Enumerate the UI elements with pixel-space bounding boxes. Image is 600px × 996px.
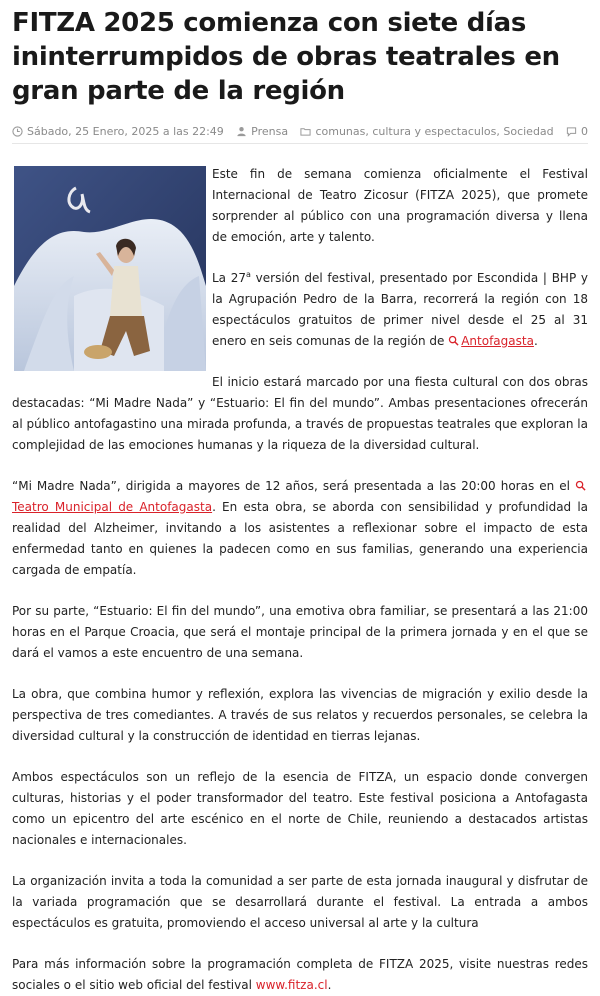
meta-author[interactable] (236, 125, 288, 138)
paragraph-9 (12, 954, 588, 996)
ordinal-sup: a (246, 270, 251, 279)
search-icon (448, 335, 459, 346)
fitza-website-link[interactable]: www.fitza.cl (255, 978, 328, 992)
meta-date (12, 125, 224, 138)
paragraph-1: Este fin de semana comienza oficialmente el Festival Internacional de Teatro Zicosur (FITZA 2025), que promete sorprender al público con una programación diversa y llena de emoción, arte y talento. (212, 167, 588, 244)
paragraph-5: Por su parte, “Estuario: El fin del mundo”, una emotiva obra familiar, se presentará a las 21:00 horas en el Parque Croacia, que será el montaje principal de la primera jornada y en el que se dará el vamos a este encuentro de una semana. (12, 604, 588, 660)
meta-categories[interactable] (300, 125, 553, 138)
paragraph-2-start: La 27 (212, 271, 247, 285)
paragraph-4-end: . En esta obra, se aborda con sensibilidad y profundidad la realidad del Alzheimer, invitando a los asistentes a reflexionar sobre el impacto de esta enfermedad tanto en quienes la padecen como en sus familias, generando una experiencia cargada de empatía. (12, 500, 589, 577)
paragraph-9-start: Para más información sobre la programación completa de FITZA 2025, visite nuestras redes sociales o el sitio web oficial del festival (12, 957, 588, 992)
paragraph-4 (12, 476, 588, 581)
paragraph-2-middle: versión del festival, presentado por Escondida | BHP y la Agrupación Pedro de la Barra, recorrerá la región con 18 espectáculos gratuitos de primer nivel desde el 25 al 31 enero en seis comunas de la región de (212, 271, 589, 348)
paragraph-4-start: “Mi Madre Nada”, dirigida a mayores de 12 años, será presentada a las 20:00 horas en el (12, 479, 575, 493)
paragraph-6: La obra, que combina humor y reflexión, explora las vivencias de migración y exilio desde la perspectiva de tres comediantes. A través de sus relatos y recuerdos personales, se celebra la diversidad cultural y la construcción de identidad en tierras lejanas. (12, 687, 588, 743)
search-icon (575, 480, 586, 491)
paragraph-8: La organización invita a toda la comunidad a ser parte de esta jornada inaugural y disfrutar de la variada programación que se desarrollará durante el festival. La entrada a ambos espectáculos es gratuita, promoviendo el acceso universal al arte y la cultura (12, 874, 588, 930)
meta-author-text[interactable]: Prensa (251, 125, 289, 138)
user-icon (236, 126, 247, 137)
comment-icon (566, 126, 577, 137)
paragraph-7: Ambos espectáculos son un reflejo de la esencia de FITZA, un espacio donde convergen culturas, historias y el poder transformador del teatro. Este festival posiciona a Antofagasta como un epicentro del arte escénico en el norte de Chile, reuniendo a destacados artistas nacionales e internacionales. (12, 770, 588, 847)
folder-icon (300, 126, 311, 137)
theater-photo (14, 166, 206, 371)
paragraph-9-end: . (327, 978, 332, 992)
paragraph-2-end: . (533, 334, 538, 348)
clock-icon (12, 126, 23, 137)
article-meta (12, 120, 588, 144)
article-image (14, 166, 206, 371)
teatro-municipal-link-text[interactable]: Teatro Municipal de Antofagasta (12, 500, 213, 514)
meta-comments-count[interactable]: 0 (581, 125, 589, 138)
meta-date-text: Sábado, 25 Enero, 2025 a las 22:49 (27, 125, 224, 138)
meta-categories-text[interactable]: comunas, cultura y espectaculos, Sociedad (315, 125, 554, 138)
article-title: FITZA 2025 comienza con siete días ininterrumpidos de obras teatrales en gran parte de la región (12, 8, 560, 106)
meta-comments[interactable] (566, 125, 588, 138)
antofagasta-link[interactable] (448, 334, 534, 348)
article-body (12, 164, 588, 996)
antofagasta-link-text[interactable]: Antofagasta (461, 334, 534, 348)
paragraph-3: El inicio estará marcado por una fiesta cultural con dos obras destacadas: “Mi Madre Nada” y “Estuario: El fin del mundo”. Ambas presentaciones ofrecerán al público antofagastino una mirada profunda, a través de propuestas teatrales que exploran la complejidad de las emociones humanas y la riqueza de la diversidad cultural. (12, 375, 588, 452)
